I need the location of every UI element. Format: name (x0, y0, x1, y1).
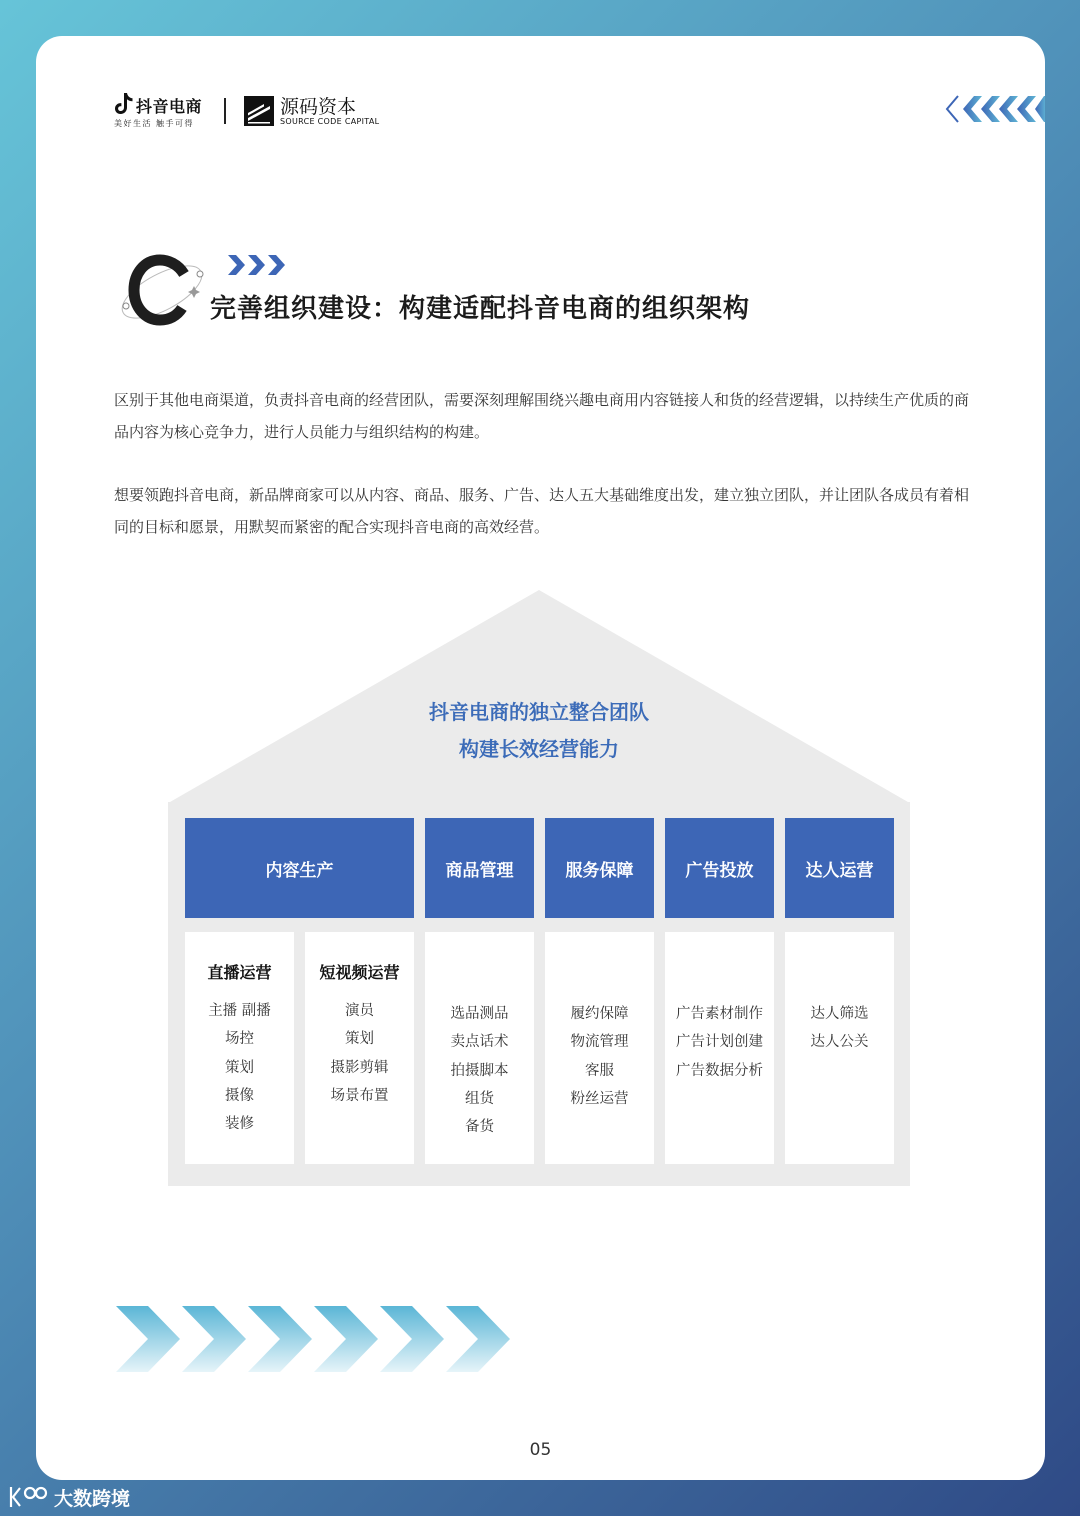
pillar-header-influencer: 达人运营 (785, 818, 894, 918)
list-item: 履约保障 (570, 1006, 629, 1022)
intro-paragraph: 区别于其他电商渠道，负责抖音电商的经营团队，需要深刻理解围绕兴趣电商用内容链接人和货的经营逻辑，以持续生产优质的商品内容为核心竞争力，进行人员能力与组织结构的构建。 (114, 391, 970, 441)
list-item: 广告素材制作 (676, 1006, 763, 1022)
douyin-ecommerce-logo (114, 92, 214, 132)
organization-house-diagram (166, 588, 912, 1188)
letter-c-orbit-icon (114, 244, 210, 340)
column-subtitle: 直播运营 (207, 963, 272, 982)
list-item: 备货 (465, 1119, 494, 1136)
partner-logo-en: SOURCE CODE CAPITAL (280, 117, 380, 126)
column-product-management (425, 932, 534, 1164)
list-item: 选品测品 (450, 1006, 509, 1022)
list-item: 达人公关 (810, 1034, 869, 1051)
list-item: 物流管理 (570, 1034, 629, 1051)
list-item: 广告数据分析 (676, 1062, 763, 1079)
list-item: 摄像 (225, 1087, 254, 1104)
source-code-capital-logo (242, 92, 380, 132)
list-item: 卖点话术 (450, 1034, 509, 1051)
list-item: 粉丝运营 (570, 1090, 629, 1107)
column-subtitle: 短视频运营 (319, 963, 400, 982)
list-item: 组货 (465, 1090, 494, 1107)
list-item: 达人筛选 (810, 1006, 869, 1022)
douyin-slogan: 美好生活 触手可得 (114, 119, 195, 128)
list-item: 场控 (225, 1031, 254, 1048)
page-number: 05 (529, 1440, 552, 1460)
house-body (168, 802, 910, 1186)
pillar-header-product: 商品管理 (425, 818, 534, 918)
strategy-paragraph: 想要领跑抖音电商，新品牌商家可以从内容、商品、服务、广告、达人五大基础维度出发，建立独立团队，并让团队各成员有着相同的目标和愿景，用默契而紧密的配合实现抖音电商的高效经营。 (114, 486, 970, 536)
list-item: 演员 (345, 1003, 374, 1019)
list-item: 主播 副播 (208, 1003, 271, 1019)
music-note-icon (114, 92, 134, 116)
list-item: 装修 (225, 1116, 254, 1133)
list-item: 场景布置 (330, 1087, 389, 1104)
list-item: 策划 (225, 1059, 254, 1076)
chevron-left-decoration-icon (944, 94, 1045, 124)
list-item: 策划 (345, 1031, 374, 1048)
watermark (8, 1480, 168, 1514)
column-live-ops (185, 932, 294, 1164)
column-influencer-ops (785, 932, 894, 1164)
column-service-assurance (545, 932, 654, 1164)
title-arrows-icon (228, 254, 288, 276)
chevron-right-decoration-icon (116, 1304, 516, 1374)
source-code-emblem-icon (244, 96, 274, 126)
watermark-text: 大数跨境 (54, 1488, 131, 1510)
pillar-header-service: 服务保障 (545, 818, 654, 918)
douyin-logo-name: 抖音电商 (136, 97, 203, 116)
list-item: 广告计划创建 (676, 1034, 763, 1051)
partner-logo-name: 源码资本 (280, 96, 357, 118)
list-item: 摄影剪辑 (330, 1059, 389, 1076)
pillar-header-content: 内容生产 (185, 818, 414, 918)
column-short-video-ops (305, 932, 414, 1164)
column-ad-placement (665, 932, 774, 1164)
page-card (36, 36, 1045, 1480)
roof-title-line2: 构建长效经营能力 (459, 737, 619, 761)
roof-title-line1: 抖音电商的独立整合团队 (429, 700, 649, 724)
watermark-logo-icon (8, 1484, 48, 1510)
section-title: 完善组织建设：构建适配抖音电商的组织架构 (210, 294, 751, 324)
list-item: 客服 (585, 1062, 614, 1079)
pillar-header-ads: 广告投放 (665, 818, 774, 918)
logo-divider (224, 98, 226, 124)
list-item: 拍摄脚本 (450, 1062, 509, 1079)
